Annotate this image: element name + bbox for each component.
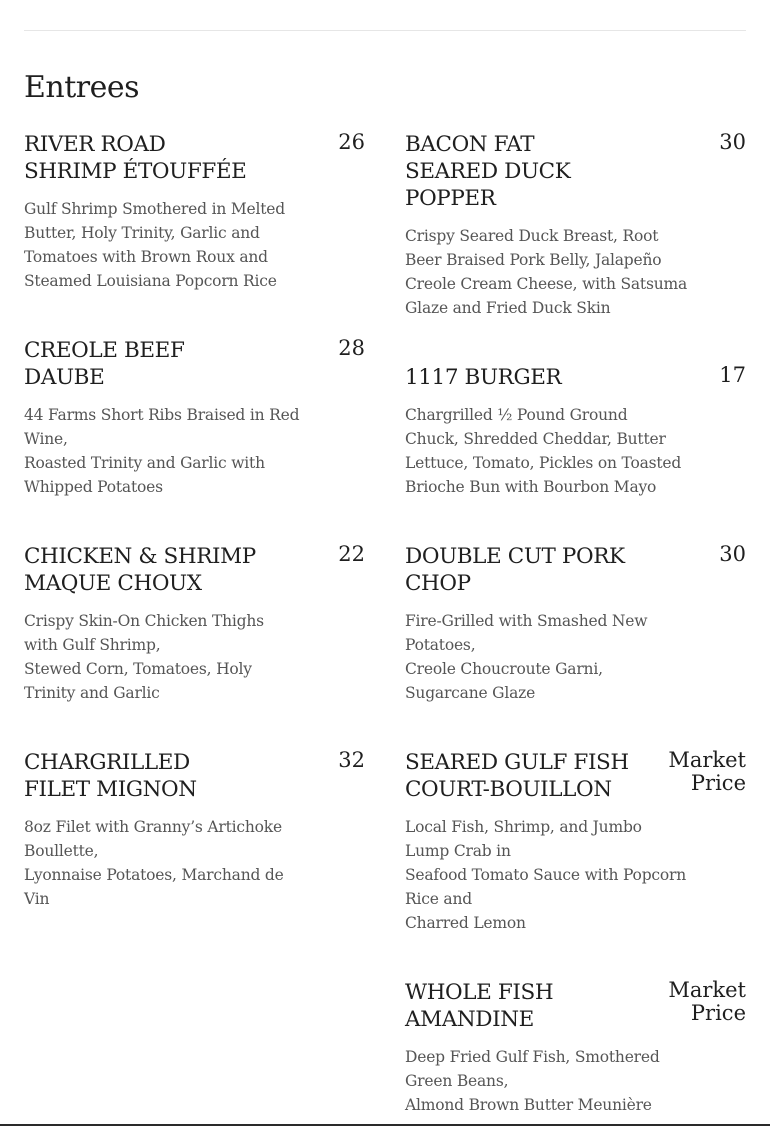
menu-item-price-line: Price <box>690 1001 746 1025</box>
menu-item-description-line: Beer Braised Pork Belly, Jalapeño <box>405 251 662 269</box>
menu-item-price <box>285 131 365 154</box>
menu-item-description-line: Tomatoes with Brown Roux and <box>24 248 268 266</box>
menu-item-description-line: Creole Cream Cheese, with Satsuma <box>405 275 688 293</box>
menu-item-description-line: Brioche Bun with Bourbon Mayo <box>405 478 657 496</box>
menu-item-description <box>405 815 687 935</box>
menu-item <box>24 543 365 705</box>
menu-item-price <box>285 543 365 566</box>
menu-item <box>405 543 746 705</box>
menu-item-price-line: 17 <box>719 363 746 387</box>
menu-item-description-line: Stewed Corn, Tomatoes, Holy <box>24 660 252 678</box>
menu-item-description-line: Chuck, Shredded Cheddar, Butter <box>405 430 666 448</box>
menu-item-description-line: Boullette, <box>24 842 99 860</box>
menu-item-description-line: 8oz Filet with Granny’s Artichoke <box>24 818 282 836</box>
menu-item-description-line: Charred Lemon <box>405 914 526 932</box>
menu-item-price <box>666 364 746 387</box>
menu-item-name-line: SHRIMP ÉTOUFFÉE <box>24 159 247 184</box>
menu-item-description-line: Lump Crab in <box>405 842 511 860</box>
menu-item <box>24 337 365 499</box>
menu-item-price <box>666 543 746 566</box>
menu-item-description-line: Crispy Skin-On Chicken Thighs <box>24 612 264 630</box>
menu-item-description-line: Seafood Tomato Sauce with Popcorn <box>405 866 687 884</box>
menu-item-name-line: RIVER ROAD <box>24 132 166 157</box>
menu-item-description-line: Rice and <box>405 890 472 908</box>
menu-item-description <box>24 197 285 293</box>
menu-item-description-line: Butter, Holy Trinity, Garlic and <box>24 224 260 242</box>
menu-item-price-line: Market <box>668 978 746 1002</box>
menu-item-description-line: Chargrilled ½ Pound Ground <box>405 406 628 424</box>
menu-item <box>405 749 746 935</box>
menu-item-description-line: Steamed Louisiana Popcorn Rice <box>24 272 277 290</box>
menu-item-price-line: 28 <box>338 336 365 360</box>
menu-item-name-line: 1117 BURGER <box>405 365 562 390</box>
menu-item-name-line: CHOP <box>405 571 471 596</box>
bottom-divider <box>0 1124 770 1126</box>
top-divider <box>24 30 746 31</box>
menu-item-name-line: DAUBE <box>24 365 105 390</box>
menu-item-name-line: CREOLE BEEF <box>24 338 185 363</box>
menu-item-description <box>405 403 682 499</box>
menu-item-name <box>405 749 645 803</box>
menu-item-description-line: Creole Choucroute Garni, <box>405 660 603 678</box>
menu-item-name-line: CHARGRILLED <box>24 750 190 775</box>
menu-item-description <box>24 815 284 911</box>
menu-item-description-line: Deep Fried Gulf Fish, Smothered <box>405 1048 660 1066</box>
menu-item-price-line: 22 <box>338 542 365 566</box>
menu-item-description <box>405 609 647 705</box>
menu-item-name-line: WHOLE FISH <box>405 980 554 1005</box>
menu-item-name <box>405 543 645 597</box>
menu-item-description-line: Roasted Trinity and Garlic with <box>24 454 265 472</box>
menu-item-name <box>24 131 264 185</box>
menu-item-description-line: with Gulf Shrimp, <box>24 636 161 654</box>
menu-item-description-line: Lettuce, Tomato, Pickles on Toasted <box>405 454 682 472</box>
menu-item-description-line: Wine, <box>24 430 68 448</box>
menu-item-price <box>666 749 746 795</box>
section-title: Entrees <box>24 70 140 105</box>
menu-item-name-line: SEARED GULF FISH <box>405 750 629 775</box>
menu-item-price-line: Price <box>690 771 746 795</box>
menu-item-price-line: 30 <box>719 130 746 154</box>
menu-item-name-line: SEARED DUCK <box>405 159 571 184</box>
menu-item-name-line: BACON FAT <box>405 132 535 157</box>
menu-item-name-line: MAQUE CHOUX <box>24 571 202 596</box>
menu-item-name <box>24 337 264 391</box>
menu-item-description-line: Glaze and Fried Duck Skin <box>405 299 611 317</box>
menu-item-description-line: Local Fish, Shrimp, and Jumbo <box>405 818 642 836</box>
menu-item-description-line: Gulf Shrimp Smothered in Melted <box>24 200 285 218</box>
menu-item-price-line: 32 <box>338 748 365 772</box>
menu-item <box>24 131 365 293</box>
menu-item-name-line: AMANDINE <box>405 1007 534 1032</box>
menu-item-price <box>285 337 365 360</box>
menu-item-name <box>405 131 645 212</box>
menu-item-description-line: Fire-Grilled with Smashed New <box>405 612 648 630</box>
menu-item-description-line: 44 Farms Short Ribs Braised in Red <box>24 406 300 424</box>
menu-item-description <box>24 403 300 499</box>
menu-item-description-line: Almond Brown Butter Meunière <box>405 1096 652 1114</box>
menu-item <box>405 364 746 499</box>
menu-item-description-line: Lyonnaise Potatoes, Marchand de <box>24 866 284 884</box>
menu-item-price <box>285 749 365 772</box>
menu-item-price-line: 30 <box>719 542 746 566</box>
menu-item-price-line: Market <box>668 748 746 772</box>
menu-item-price <box>666 131 746 154</box>
menu-item-description-line: Trinity and Garlic <box>24 684 160 702</box>
menu-item-description-line: Sugarcane Glaze <box>405 684 536 702</box>
menu-item-price-line: 26 <box>338 130 365 154</box>
menu-item-name-line: DOUBLE CUT PORK <box>405 544 625 569</box>
menu-item <box>405 131 746 320</box>
menu-item <box>405 979 746 1117</box>
menu-item-description <box>405 224 688 320</box>
menu-item-name <box>405 364 645 391</box>
menu-item-name-line: CHICKEN & SHRIMP <box>24 544 256 569</box>
menu-item-description <box>24 609 266 705</box>
menu-item-description <box>405 1045 660 1117</box>
menu-item-name-line: FILET MIGNON <box>24 777 197 802</box>
menu-item-description-line: Potatoes, <box>405 636 476 654</box>
menu-item <box>24 749 365 911</box>
menu-item-description-line: Crispy Seared Duck Breast, Root <box>405 227 659 245</box>
menu-item-description-line: Vin <box>24 890 50 908</box>
menu-item-name-line: COURT-BOUILLON <box>405 777 612 802</box>
menu-item-price <box>666 979 746 1025</box>
menu-item-name <box>24 749 264 803</box>
menu-item-name <box>24 543 264 597</box>
menu-item-name <box>405 979 645 1033</box>
menu-item-description-line: Whipped Potatoes <box>24 478 163 496</box>
menu-item-description-line: Green Beans, <box>405 1072 509 1090</box>
menu-item-name-line: POPPER <box>405 186 496 211</box>
